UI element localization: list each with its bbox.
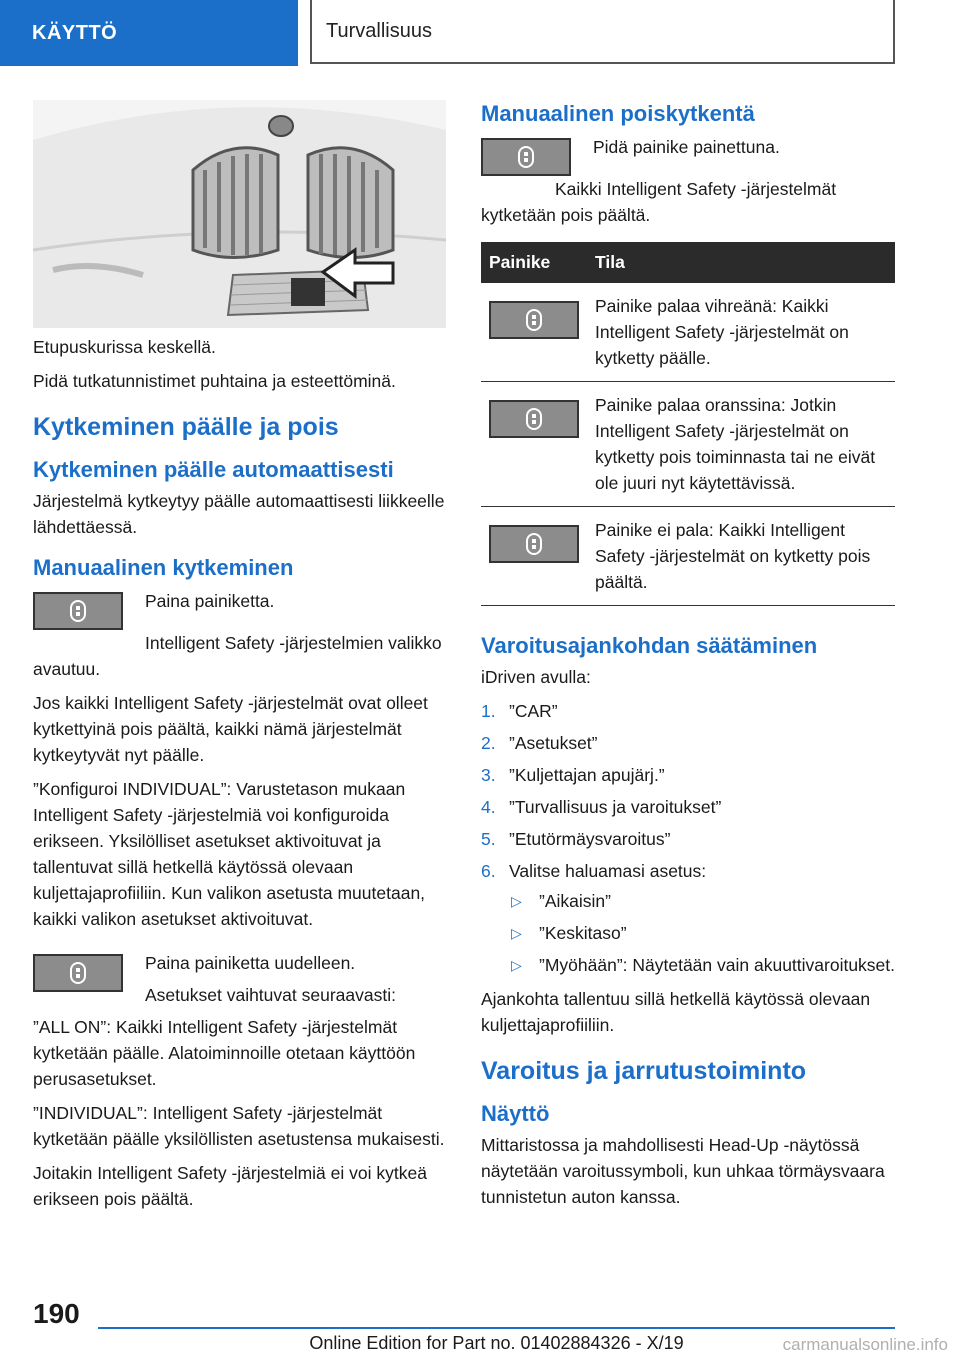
manual-step-1: Paina painiketta.	[145, 591, 275, 611]
table-row	[481, 283, 895, 382]
heading-manual-off: Manuaalinen poiskytkentä	[481, 101, 755, 126]
list-item: 6. Valitse haluamasi asetus: ▷ ”Aikaisin” ▷ ”Keskitaso” ▷ ”Myöhään”: Näytetään vain akuuttivaroitukset.	[481, 858, 895, 978]
manual-off-step-1: Pidä painike painettuna.	[593, 137, 780, 157]
heading-display: Näyttö	[481, 1101, 550, 1126]
display-text: Mittaristossa ja mahdollisesti Head-Up -näytössä näytetään varoitussymboli, kun uhkaa törmäysvaara tunnistetun auton kanssa.	[481, 1135, 885, 1207]
intelligent-safety-icon	[524, 309, 544, 331]
triangle-bullet-icon: ▷	[511, 957, 522, 973]
table-cell-status: Painike palaa vihreänä: Kaikki Intelligent Safety -järjestelmät on kytketty päälle.	[587, 283, 895, 382]
header-chapter: Turvallisuus	[310, 0, 895, 64]
heading-switch-on-off: Kytkeminen päälle ja pois	[33, 413, 339, 441]
list-item: 5. ”Etutörmäysvaroitus”	[481, 829, 671, 849]
triangle-bullet-icon: ▷	[511, 893, 522, 909]
heading-manual-switch: Manuaalinen kytkeminen	[33, 555, 294, 580]
right-column	[481, 100, 895, 1218]
footer-edition: Online Edition for Part no. 01402884326 - X/19	[309, 1333, 684, 1353]
safety-button	[33, 954, 123, 992]
intelligent-safety-icon	[68, 962, 88, 984]
page-number: 190	[33, 1298, 80, 1329]
safety-button	[481, 138, 571, 176]
idrive-intro: iDriven avulla:	[481, 667, 591, 687]
press-again-block	[33, 950, 446, 1014]
sensor-note: Pidä tutkatunnistimet puhtaina ja esteettöminä.	[33, 371, 396, 391]
table-row	[481, 382, 895, 507]
press-again-step-1: Paina painiketta uudelleen.	[145, 953, 356, 973]
header-section: KÄYTTÖ	[0, 0, 298, 66]
safety-button	[33, 592, 123, 630]
image-caption: Etupuskurissa keskellä.	[33, 337, 216, 357]
list-item: 3. ”Kuljettajan apujärj.”	[481, 765, 665, 785]
heading-warning-timing: Varoitusajankohdan säätäminen	[481, 633, 818, 658]
heading-warning-brake: Varoitus ja jarrutustoiminto	[481, 1057, 807, 1085]
list-item: 2. ”Asetukset”	[481, 733, 598, 753]
intelligent-safety-icon	[524, 408, 544, 430]
triangle-bullet-icon: ▷	[511, 925, 522, 941]
list-item: ▷ ”Keskitaso”	[509, 920, 895, 946]
manual-step-2: Intelligent Safety -järjestelmien valikko avautuu.	[33, 633, 442, 679]
list-item: ▷ ”Myöhään”: Näytetään vain akuuttivaroitukset.	[509, 952, 895, 978]
safety-button-green	[489, 301, 579, 339]
left-column	[33, 100, 446, 1220]
all-on-text: ”ALL ON”: Kaikki Intelligent Safety -järjestelmät kytketään päälle. Alatoiminnoille otetaan käyttöön perusasetukset.	[33, 1017, 416, 1089]
intelligent-safety-icon	[68, 600, 88, 622]
watermark: carmanualsonline.info	[782, 1335, 948, 1354]
table-row	[481, 507, 895, 606]
safety-button-orange	[489, 400, 579, 438]
intelligent-safety-icon	[524, 533, 544, 555]
list-item: ▷ ”Aikaisin”	[509, 888, 895, 914]
saved-text: Ajankohta tallentuu sillä hetkellä käytössä olevaan kuljettajaprofiiliin.	[481, 989, 871, 1035]
table-cell-status: Painike ei pala: Kaikki Intelligent Safety -järjestelmät on kytketty pois päältä.	[587, 507, 895, 606]
all-off-text: Jos kaikki Intelligent Safety -järjestelmät ovat olleet kytkettyinä pois päältä, kaikki nämä järjestelmät kytkeytyvät nyt päälle.	[33, 693, 428, 765]
table-cell-status: Painike palaa oranssina: Jotkin Intelligent Safety -järjestelmät on kytketty pois toiminnasta tai ne eivät ole juuri nyt käytettävissä.	[587, 382, 895, 507]
safety-button-off	[489, 525, 579, 563]
heading-auto-switch: Kytkeminen päälle automaattisesti	[33, 457, 394, 482]
intelligent-safety-icon	[516, 146, 536, 168]
table-header-button: Painike	[481, 242, 587, 283]
manual-switch-block	[33, 588, 446, 630]
list-item: 1. ”CAR”	[481, 701, 558, 721]
auto-switch-text: Järjestelmä kytkeytyy päälle automaattisesti liikkeelle lähdettäessä.	[33, 491, 445, 537]
configure-text: ”Konfiguroi INDIVIDUAL”: Varustetason mukaan Intelligent Safety -järjestelmiä voi konfiguroida erikseen. Yksilölliset asetukset aktivoituvat ja tallentuvat sillä hetkellä käytössä olevaan kuljettajaprofiiliin. Kun valikon asetusta muutetaan, kaikki valikon asetukset aktivoituvat.	[33, 779, 426, 929]
press-again-step-2: Asetukset vaihtuvat seuraavasti:	[145, 985, 396, 1005]
footer-divider	[98, 1327, 895, 1329]
table-header-status: Tila	[587, 242, 895, 283]
manual-off-step-2: Kaikki Intelligent Safety -järjestelmät kytketään pois päältä.	[481, 179, 837, 225]
setting-options	[509, 888, 895, 978]
steps-list	[481, 698, 895, 978]
manual-off-block	[481, 134, 895, 176]
some-systems-text: Joitakin Intelligent Safety -järjestelmiä ei voi kytkeä erikseen pois päältä.	[33, 1163, 427, 1209]
car-front-illustration	[33, 100, 446, 328]
button-status-table	[481, 242, 895, 606]
list-item: 4. ”Turvallisuus ja varoitukset”	[481, 797, 722, 817]
individual-text: ”INDIVIDUAL”: Intelligent Safety -järjestelmät kytketään päälle yksilöllisten asetustensa mukaisesti.	[33, 1103, 445, 1149]
